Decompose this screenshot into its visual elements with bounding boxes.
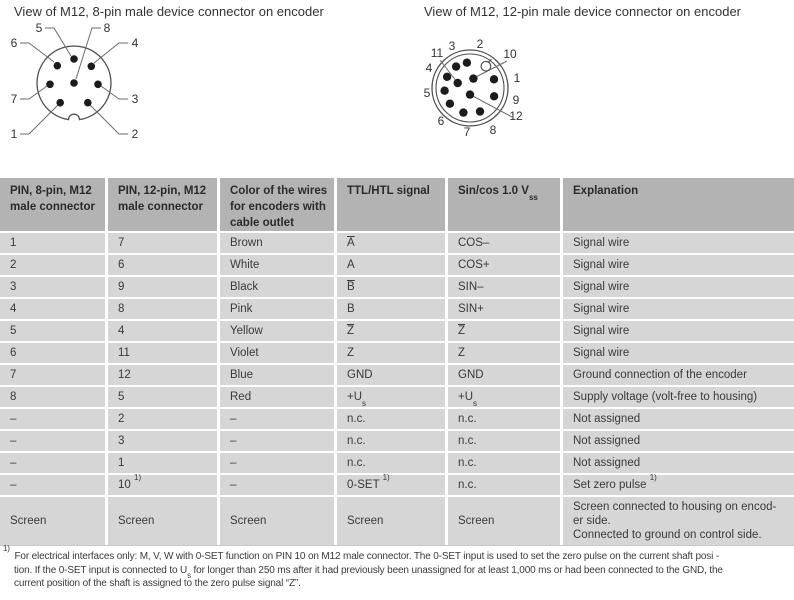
table-cell: Screen — [337, 497, 448, 545]
table-cell: – — [0, 475, 108, 495]
table-cell: 3 — [108, 431, 220, 451]
table-cell: 3 — [0, 277, 108, 297]
table-cell: Signal wire — [563, 255, 794, 275]
table-cell: Not assigned — [563, 431, 794, 451]
pin-label: 6 — [10, 36, 18, 50]
table-cell: Ground connection of the encoder — [563, 365, 794, 385]
pin-label: 4 — [425, 61, 433, 75]
table-cell: n.c. — [448, 475, 563, 495]
table-cell: Screen — [448, 497, 563, 545]
pin-label: 2 — [131, 127, 139, 141]
table-cell: 1 — [0, 233, 108, 253]
table-cell: Violet — [220, 343, 337, 363]
pin-label: 11 — [430, 46, 444, 60]
pin-assignment-table — [0, 178, 794, 546]
header-cell: Sin/cos 1.0 $V_{ss}$ — [448, 178, 563, 231]
table-row — [0, 343, 794, 365]
table-row — [0, 409, 794, 431]
table-cell: – — [0, 409, 108, 429]
table-cell: 6 — [0, 343, 108, 363]
table-cell: n.c. — [337, 409, 448, 429]
table-cell: 1 — [108, 453, 220, 473]
table-cell: – — [0, 431, 108, 451]
table-row — [0, 387, 794, 409]
table-cell: Set zero pulse $^{1)}$ — [563, 475, 794, 495]
table-cell: $+U_s$ — [448, 387, 563, 407]
table-cell: 5 — [108, 387, 220, 407]
pin-label: 5 — [35, 21, 43, 35]
table-cell: 2 — [0, 255, 108, 275]
footnote-line: $^{1)}$ For electrical interfaces only: M, V, W with 0-SET function on PIN 10 on M12 male connector. The 0-SET input is used to set the zero pulse on the current shaft posi - — [3, 544, 719, 562]
pin-label: 8 — [103, 21, 111, 35]
figure-8pin-title: View of M12, 8-pin male device connector on encoder — [14, 4, 324, 19]
table-row — [0, 365, 794, 387]
table-cell: 2 — [108, 409, 220, 429]
table-cell: $\overline{Z}$ — [337, 321, 448, 341]
table-cell: $\overline{B}$ — [337, 277, 448, 297]
pin-label: 5 — [423, 86, 431, 100]
table-cell: Not assigned — [563, 453, 794, 473]
table-cell: 4 — [108, 321, 220, 341]
table-cell: B — [337, 299, 448, 319]
8-pin-connector-diagram — [2, 16, 152, 148]
table-cell: 7 — [108, 233, 220, 253]
table-cell: 5 — [0, 321, 108, 341]
pin-label: 3 — [131, 92, 139, 106]
table-cell: COS– — [448, 233, 563, 253]
footnote-line: current position of the shaft is assigned to the zero pulse signal “Z”. — [14, 578, 301, 589]
header-cell: TTL/HTL signal — [337, 178, 448, 231]
table-header-row — [0, 178, 794, 233]
footnote-line: tion. If the 0-SET input is connected to $U_s$ for longer than 250 ms after it had previously been unassigned for at least 1,000 ms or had been connected to the GND, the — [14, 564, 723, 580]
table-cell: 11 — [108, 343, 220, 363]
table-cell: Supply voltage (volt-free to housing) — [563, 387, 794, 407]
table-cell: Brown — [220, 233, 337, 253]
header-cell: Color of the wires for encoders with cable outlet — [220, 178, 337, 231]
table-cell: 6 — [108, 255, 220, 275]
table-row — [0, 453, 794, 475]
table-cell: – — [0, 453, 108, 473]
table-row — [0, 321, 794, 343]
table-cell: 9 — [108, 277, 220, 297]
pin-label: 4 — [131, 36, 139, 50]
table-cell: 0-SET $^{1)}$ — [337, 475, 448, 495]
table-cell: Screen — [0, 497, 108, 545]
table-cell: Signal wire — [563, 233, 794, 253]
pin-label: 3 — [448, 39, 456, 53]
table-cell: SIN– — [448, 277, 563, 297]
table-cell: White — [220, 255, 337, 275]
pin-label: 6 — [437, 114, 445, 128]
pin-label: 12 — [509, 109, 523, 123]
table-cell: Screen — [108, 497, 220, 545]
table-cell: Z — [448, 343, 563, 363]
table-cell: 12 — [108, 365, 220, 385]
table-cell: COS+ — [448, 255, 563, 275]
table-cell: – — [220, 475, 337, 495]
footnote — [3, 544, 794, 591]
table-cell: Signal wire — [563, 299, 794, 319]
table-cell: $\overline{A}$ — [337, 233, 448, 253]
pin-label: 8 — [489, 123, 497, 137]
table-cell: n.c. — [337, 453, 448, 473]
table-cell: Screen — [220, 497, 337, 545]
table-cell: Signal wire — [563, 343, 794, 363]
table-cell: Not assigned — [563, 409, 794, 429]
table-cell: Yellow — [220, 321, 337, 341]
header-cell: PIN, 8-pin, M12 male connector — [0, 178, 108, 231]
pin-label: 1 — [10, 127, 18, 141]
table-row — [0, 233, 794, 255]
table-cell: SIN+ — [448, 299, 563, 319]
table-cell: Signal wire — [563, 277, 794, 297]
table-cell: n.c. — [448, 409, 563, 429]
table-cell: 7 — [0, 365, 108, 385]
table-cell: Red — [220, 387, 337, 407]
table-row — [0, 255, 794, 277]
table-cell: GND — [337, 365, 448, 385]
table-cell: Blue — [220, 365, 337, 385]
table-cell: Z — [337, 343, 448, 363]
pin-label: 7 — [10, 92, 18, 106]
pin-label: 10 — [503, 47, 517, 61]
table-row — [0, 497, 794, 545]
table-cell: Pink — [220, 299, 337, 319]
table-cell: 8 — [108, 299, 220, 319]
table-cell: 4 — [0, 299, 108, 319]
table-cell: – — [220, 431, 337, 451]
keyway-circle — [481, 61, 491, 71]
table-row — [0, 277, 794, 299]
pin-label: 1 — [513, 71, 521, 85]
table-cell: Black — [220, 277, 337, 297]
pin-label: 9 — [512, 93, 520, 107]
pin-label: 7 — [463, 125, 471, 139]
12-pin-connector-diagram — [405, 24, 545, 148]
figure-12pin-title: View of M12, 12-pin male device connector on encoder — [424, 4, 742, 19]
table-cell: n.c. — [448, 431, 563, 451]
table-cell: $\overline{Z}$ — [448, 321, 563, 341]
table-cell: $+U_s$ — [337, 387, 448, 407]
table-body — [0, 233, 794, 545]
table-cell: n.c. — [448, 453, 563, 473]
pin-label: 2 — [476, 37, 484, 51]
header-cell: Explanation — [563, 178, 794, 231]
table-row — [0, 472, 794, 497]
table-cell: – — [220, 409, 337, 429]
table-cell: 8 — [0, 387, 108, 407]
table-row — [0, 299, 794, 321]
table-cell: GND — [448, 365, 563, 385]
table-cell: Screen connected to housing on encod- er side. Connected to ground on control side. — [563, 497, 794, 545]
table-cell: Signal wire — [563, 321, 794, 341]
table-cell: 10 $^{1)}$ — [108, 475, 220, 495]
table-cell: – — [220, 453, 337, 473]
table-cell: A — [337, 255, 448, 275]
header-cell: PIN, 12-pin, M12 male connector — [108, 178, 220, 231]
table-row — [0, 431, 794, 453]
table-cell: n.c. — [337, 431, 448, 451]
